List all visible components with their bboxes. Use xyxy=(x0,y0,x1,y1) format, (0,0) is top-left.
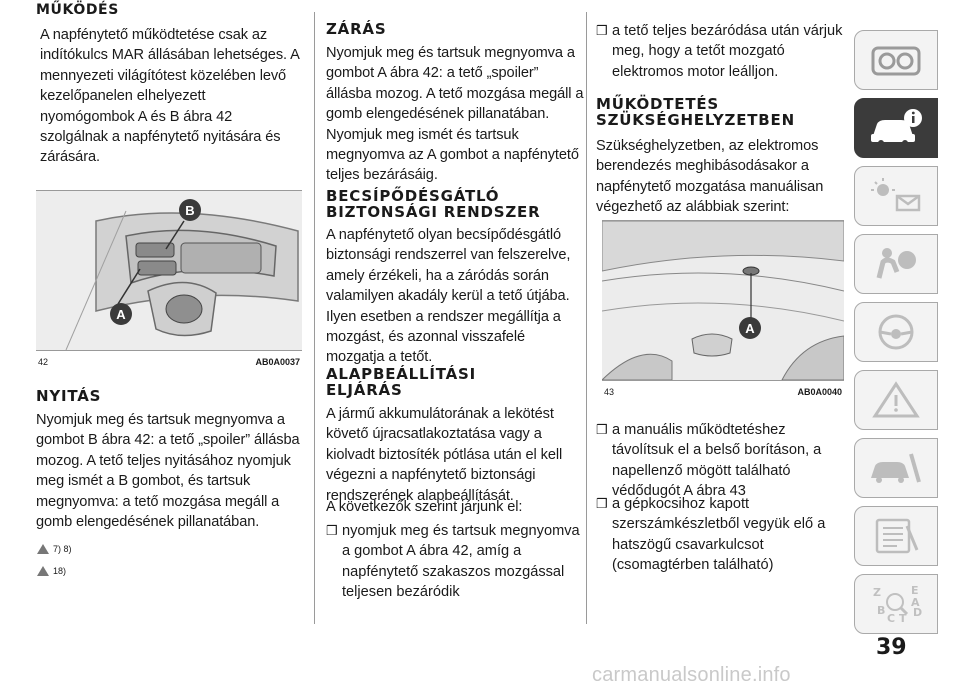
figure-42-illustration xyxy=(36,191,302,350)
car-wrench-icon xyxy=(867,448,925,488)
list-item-text: a gépkocsihoz kapott szerszámkészletből vegyük elő a hatszögű csavarkulcsot (csomagtérben található) xyxy=(612,496,826,574)
paragraph-becsipodesgatlo: A napfénytető olyan becsípődésgátló biztonsági rendszerrel van felszerelve, amely érzékeli, ha a záródás során valamilyen akadály kerül a tető útjába. Ilyen esetben a rendszer megállítja a mozgást, és azonnal visszafelé mozgatja a tetőt. xyxy=(326,227,571,366)
tab-dashboard[interactable] xyxy=(854,30,938,90)
figure-42 xyxy=(36,190,302,367)
caution-note-icon xyxy=(36,565,50,577)
tab-airbag-safety[interactable] xyxy=(854,234,938,294)
alphabetical-index-icon xyxy=(867,584,925,624)
watermark: carmanualsonline.info xyxy=(592,664,791,686)
figure-number: 42 xyxy=(38,357,49,367)
figure-number: 43 xyxy=(604,387,615,397)
bullet-marker: ❒ xyxy=(326,523,338,538)
column-divider-2 xyxy=(586,12,587,624)
tab-car-info[interactable] xyxy=(854,98,938,158)
paragraph-kovetkezok: A következők szerint járjunk el: xyxy=(326,499,523,515)
index-letter: E xyxy=(911,584,919,597)
tab-steering-wheel[interactable] xyxy=(854,302,938,362)
figure-code: AB0A0037 xyxy=(255,357,300,367)
tab-car-wrench[interactable] xyxy=(854,438,938,498)
column-divider-1 xyxy=(314,12,315,624)
list-item xyxy=(596,420,846,502)
paragraph-szukseghelyzetben: Szükséghelyzetben, az elektromos berendezés meghibásodásakor a napfénytető mozgatása manuálisan végezhető az alábbiak szerint: xyxy=(596,138,824,216)
heading-line-1: ALAPBEÁLLÍTÁSI xyxy=(326,365,477,383)
paragraph-alapbeallitasi: A jármű akkumulátorának a lekötést követő újracsatlakoztatása vagy a kiolvadt biztosíték pótlása után el kell végezni a napfénytető biztonsági rendszerének alapbeállítását. xyxy=(326,406,563,504)
index-letter: Z xyxy=(873,586,881,599)
steering-wheel-icon xyxy=(867,312,925,352)
warning-lights-icon xyxy=(867,176,925,216)
index-letter: D xyxy=(913,606,923,619)
bullet-marker: ❒ xyxy=(596,23,608,38)
tab-alphabetical-index[interactable] xyxy=(854,574,938,634)
heading-line-2: BIZTONSÁGI RENDSZER xyxy=(326,203,541,221)
tab-warning-triangle[interactable] xyxy=(854,370,938,430)
list-item-text: a manuális működtetéshez távolítsuk el a belső borításon, a napellenző mögött található védődugót A ábra 43 xyxy=(612,422,822,500)
heading-mukodtetes-szukseghelyzetben xyxy=(596,96,795,128)
warning-triangle-icon xyxy=(867,380,925,420)
index-letter: A xyxy=(911,596,920,609)
list-item-text: a tető teljes bezáródása után várjuk meg, hogy a tetőt mozgató elektromos motor leálljon. xyxy=(612,23,843,80)
heading-alapbeallitasi xyxy=(326,366,476,398)
maintenance-checklist-icon xyxy=(867,516,925,556)
list-item xyxy=(596,494,846,576)
heading-line-2: SZÜKSÉGHELYZETBEN xyxy=(596,111,795,129)
note-reference-1 xyxy=(36,543,72,555)
paragraph-nyitas: Nyomjuk meg és tartsuk megnyomva a gombot B ábra 42: a tető „spoiler” állásba mozog. A tető teljes nyitásához nyomjuk meg ismét a B gombot, és tartsuk megnyomva: a tető mozgása megáll a gomb elengedésének pillanatában. xyxy=(36,412,300,531)
note-text-2: 18) xyxy=(53,566,67,576)
index-letter: T xyxy=(899,612,907,624)
tab-maintenance-checklist[interactable] xyxy=(854,506,938,566)
paragraph-mukodes: A napfénytető működtetése csak az indítókulcs MAR állásában lehetséges. A mennyezeti világítótest közelében levő kezelőpanelen elhelyezett nyomógombok A és B ábra 42 szolgálnak a napfénytető nyitására és zárására. xyxy=(40,27,299,166)
page-number: 39 xyxy=(876,635,907,660)
tab-warning-lights[interactable] xyxy=(854,166,938,226)
bullet-marker: ❒ xyxy=(596,422,608,437)
callout-b: B xyxy=(179,199,201,221)
list-item xyxy=(326,521,586,603)
figure-43 xyxy=(602,220,844,397)
list-item xyxy=(596,21,846,82)
bullet-marker: ❒ xyxy=(596,496,608,511)
warning-note-icon xyxy=(36,543,50,555)
list-item-text: nyomjuk meg és tartsuk megnyomva a gombot A ábra 42, amíg a napfénytető szakaszos mozgással teljesen bezáródik xyxy=(342,523,580,601)
heading-mukodes: MŰKÖDÉS xyxy=(36,2,119,18)
heading-line-2: ELJÁRÁS xyxy=(326,381,403,399)
callout-a: A xyxy=(739,317,761,339)
index-letter: B xyxy=(877,604,886,617)
heading-nyitas: NYITÁS xyxy=(36,387,102,405)
note-reference-2 xyxy=(36,565,66,577)
figure-43-illustration xyxy=(602,221,844,380)
heading-line-1: MŰKÖDTETÉS xyxy=(596,95,720,113)
heading-becsipodesgatlo xyxy=(326,188,540,220)
index-letter: C xyxy=(887,612,896,624)
heading-zaras: ZÁRÁS xyxy=(326,20,387,38)
note-text-1: 7) 8) xyxy=(53,544,72,554)
figure-code: AB0A0040 xyxy=(797,387,842,397)
callout-a: A xyxy=(110,303,132,325)
airbag-safety-icon xyxy=(867,244,925,284)
paragraph-zaras: Nyomjuk meg és tartsuk megnyomva a gombot A ábra 42: a tető „spoiler” állásba mozog. A tető mozgása megáll a gomb elengedésének pillanatában. Nyomjuk meg ismét és tartsuk megnyomva az A gombot a napfénytető teljes bezárásáig. xyxy=(326,45,584,184)
dashboard-icon xyxy=(867,40,925,80)
car-info-icon xyxy=(867,108,925,148)
heading-line-1: BECSÍPŐDÉSGÁTLÓ xyxy=(326,187,500,205)
